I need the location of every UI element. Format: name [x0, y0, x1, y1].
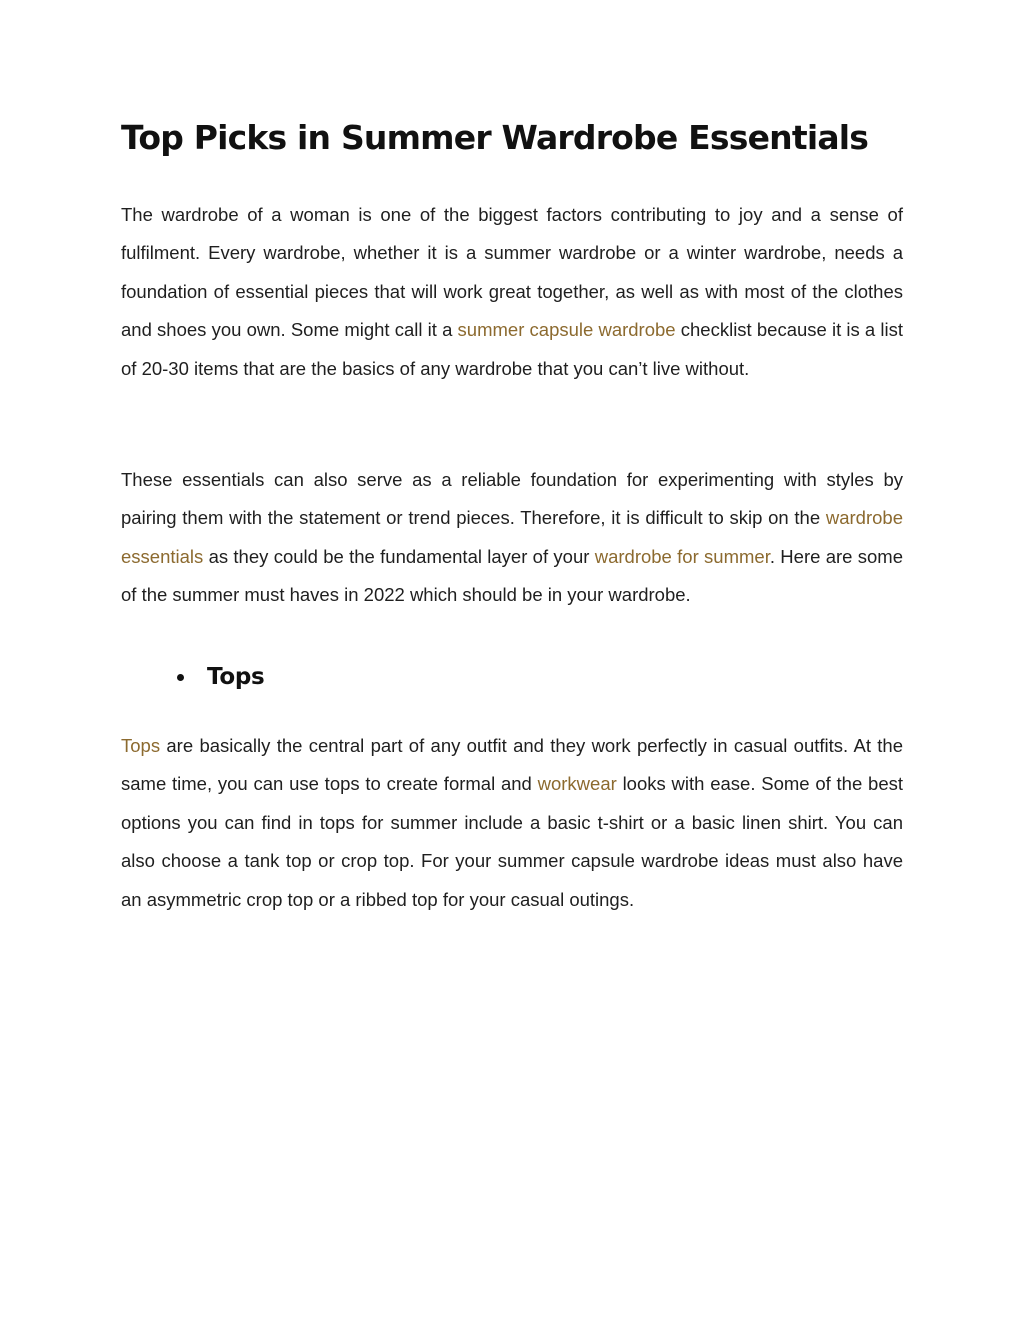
workwear-link[interactable]: workwear: [537, 773, 617, 795]
essentials-paragraph-text-between-links: as they could be the fundamental layer of your: [203, 545, 595, 567]
bullet-dot-icon: [177, 674, 184, 681]
intro-paragraph-text-before-link: The wardrobe of a woman is one of the biggest factors contributing to joy and a sense of fulfilment. Every wardrobe, whether it is a summer wardrobe or a winter wardrobe, needs a foundation of essential pieces that will work great together, as well as with most of the clothes and shoes you own. Some might call it a: [121, 204, 903, 341]
intro-paragraph: [121, 196, 903, 388]
essentials-paragraph-text-after-link: . Here are some of the summer must haves in 2022 which should be in your wardrobe.: [121, 545, 903, 606]
summer-capsule-wardrobe-link[interactable]: summer capsule wardrobe: [457, 319, 676, 341]
tops-section-heading: Tops: [207, 664, 265, 690]
intro-paragraph-text-after-link: checklist because it is a list of 20-30 items that are the basics of any wardrobe that you can’t live without.: [121, 319, 904, 379]
tops-paragraph-text-after-link: are basically the central part of any outfit and they work perfectly in casual outfits. At the same time, you can use tops to create formal and: [121, 735, 903, 795]
essentials-paragraph-text-before-link: These essentials can also serve as a reliable foundation for experimenting with styles by pairing them with the statement or trend pieces. Therefore, it is difficult to skip on the: [121, 469, 903, 529]
tops-paragraph: [121, 727, 903, 919]
tops-paragraph-text-end: looks with ease. Some of the best options you can find in tops for summer include a basic t-shirt or a basic linen shirt. You can also choose a tank top or crop top. For your summer capsule wardrobe ideas must also have an asymmetric crop top or a ribbed top for your casual outings.: [121, 773, 903, 910]
page-title: Top Picks in Summer Wardrobe Essentials: [121, 118, 869, 157]
wardrobe-for-summer-link[interactable]: wardrobe for summer: [594, 545, 770, 567]
essentials-paragraph: [121, 461, 903, 615]
tops-bullet-item: [177, 664, 264, 690]
wardrobe-essentials-link[interactable]: wardrobe essentials: [121, 507, 903, 567]
tops-link[interactable]: Tops: [121, 735, 161, 756]
